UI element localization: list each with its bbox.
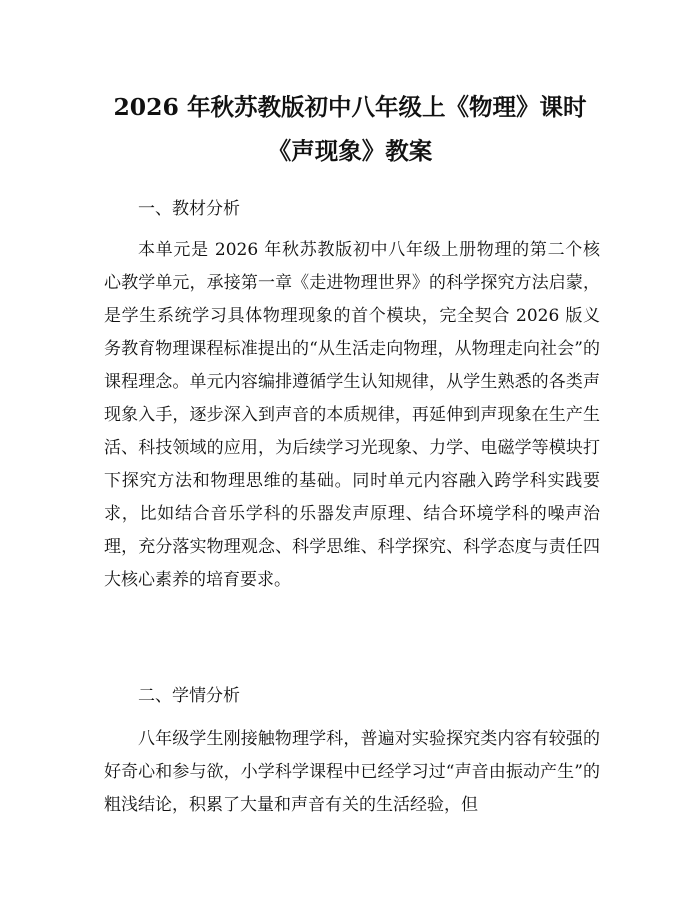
document-title-line-2: 《声现象》教案 — [267, 137, 433, 165]
section-paragraph-student-analysis: 八年级学生刚接触物理学科，普遍对实验探究类内容有较强的好奇心和参与欲，小学科学课程中已经学习过“声音由振动产生”的粗浅结论，积累了大量和声音有关的生活经验，但 — [104, 729, 600, 815]
section-heading-textbook-analysis: 一、教材分析 — [138, 199, 240, 219]
section-paragraph-textbook-analysis: 本单元是 2026 年秋苏教版初中八年级上册物理的第二个核心教学单元，承接第一章《走进物理世界》的科学探究方法启蒙，是学生系统学习具体物理现象的首个模块，完全契合 2026 版义务教育物理课程标准提出的“从生活走向物理，从物理走向社会”的课程理念。单元内容编排遵循学生认知规律，从学生熟悉的各类声现象入手，逐步深入到声音的本质规律，再延伸到声现象在生产生活、科技领域的应用，为后续学习光现象、力学、电磁学等模块打下探究方法和物理思维的基础。同时单元内容融入跨学科实践要求，比如结合音乐学科的乐器发声原理、结合环境学科的噪声治理，充分落实物理观念、科学思维、科学探究、科学态度与责任四大核心素养的培育要求。 — [104, 240, 600, 590]
section-heading-student-analysis: 二、学情分析 — [138, 686, 240, 706]
document-title-line-1: 2026 年秋苏教版初中八年级上《物理》课时 — [113, 93, 587, 121]
